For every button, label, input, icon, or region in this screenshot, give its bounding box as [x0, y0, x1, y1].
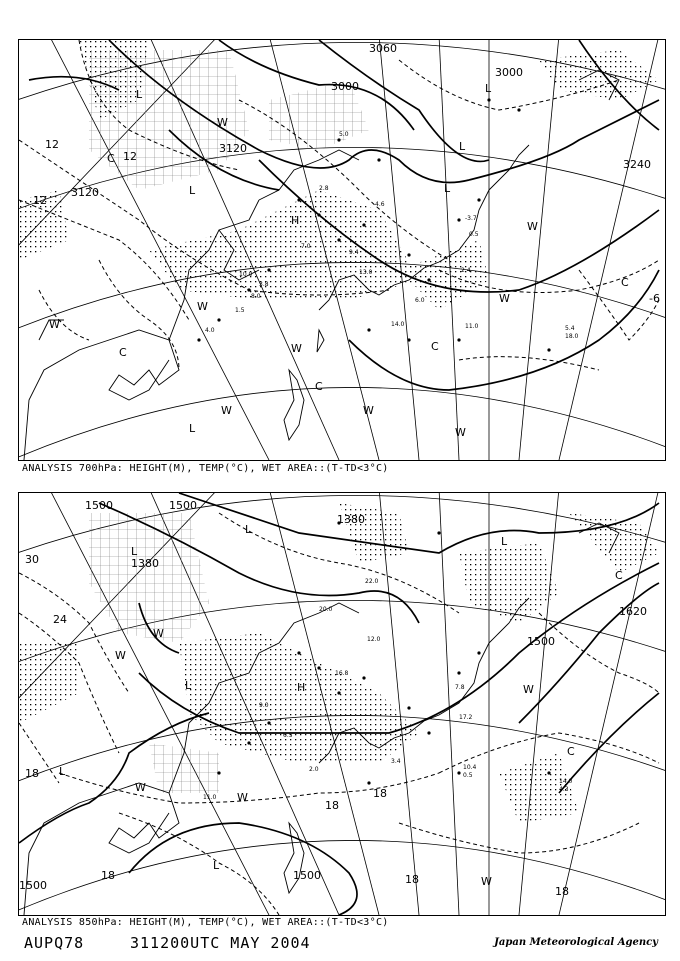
temperature-label: 18	[325, 799, 339, 812]
agency-credit: Japan Meteorological Agency	[494, 937, 658, 948]
svg-text:W: W	[291, 342, 302, 355]
height-label: 3120	[219, 142, 247, 155]
svg-text:L: L	[131, 545, 138, 558]
panel-caption-850hpa: ANALYSIS 850hPa: HEIGHT(M), TEMP(°C), WET AREA::(T-TD<3°C)	[22, 917, 389, 928]
temperature-label: 18	[101, 869, 115, 882]
svg-text:9.0: 9.0	[259, 702, 269, 709]
svg-text:3.4: 3.4	[391, 758, 401, 765]
height-label: 3000	[331, 80, 359, 93]
svg-text:W: W	[217, 116, 228, 129]
svg-text:C: C	[431, 340, 439, 353]
svg-text:W: W	[481, 875, 492, 888]
svg-text:L: L	[501, 535, 508, 548]
temperature-label: 18	[25, 767, 39, 780]
height-label: 1500	[527, 635, 555, 648]
svg-text:5.4: 5.4	[565, 325, 575, 332]
svg-text:C: C	[621, 276, 629, 289]
svg-text:H: H	[297, 681, 306, 694]
temperature-label: 30	[25, 553, 39, 566]
svg-text:3.8: 3.8	[259, 281, 269, 288]
chart-id: AUPQ78	[24, 934, 85, 952]
temperature-label: 12	[33, 194, 47, 207]
svg-text:22.0: 22.0	[365, 578, 379, 585]
svg-text:12.0: 12.0	[367, 636, 381, 643]
issue-time: 311200UTC MAY 2004	[130, 934, 311, 952]
svg-text:W: W	[115, 649, 126, 662]
svg-text:W: W	[363, 404, 374, 417]
svg-text:10.4: 10.4	[463, 764, 477, 771]
svg-text:W: W	[153, 627, 164, 640]
svg-text:20.0: 20.0	[319, 606, 333, 613]
svg-text:2.8: 2.8	[319, 185, 329, 192]
svg-text:6.0: 6.0	[415, 297, 425, 304]
svg-text:C: C	[119, 346, 127, 359]
svg-text:1.5: 1.5	[235, 307, 245, 314]
svg-text:5.0: 5.0	[339, 131, 349, 138]
svg-text:17.2: 17.2	[459, 714, 473, 721]
svg-text:W: W	[237, 791, 248, 804]
svg-text:4.0: 4.0	[205, 327, 215, 334]
svg-text:L: L	[459, 140, 466, 153]
svg-text:7.8: 7.8	[455, 684, 465, 691]
temperature-label: 18	[405, 873, 419, 886]
svg-text:L: L	[189, 422, 196, 435]
svg-text:13.0: 13.0	[359, 269, 373, 276]
svg-text:L: L	[189, 184, 196, 197]
temperature-label: 12	[123, 150, 137, 163]
wet-area	[19, 503, 659, 823]
svg-text:W: W	[49, 318, 60, 331]
svg-text:C: C	[567, 745, 575, 758]
svg-text:C: C	[615, 569, 623, 582]
svg-text:L: L	[485, 82, 492, 95]
svg-text:0.5: 0.5	[469, 231, 479, 238]
map-850hpa-drawing	[19, 493, 665, 915]
height-label: 1380	[337, 513, 365, 526]
svg-text:0.5: 0.5	[463, 772, 473, 779]
svg-text:W: W	[499, 292, 510, 305]
svg-text:C: C	[107, 152, 115, 165]
svg-text:9.4: 9.4	[349, 249, 359, 256]
height-label: 1500	[85, 499, 113, 512]
svg-text:11.0: 11.0	[203, 794, 217, 801]
height-label: 1500	[169, 499, 197, 512]
panel-caption-700hpa: ANALYSIS 700hPa: HEIGHT(M), TEMP(°C), WET AREA::(T-TD<3°C)	[22, 463, 389, 474]
svg-text:7.0: 7.0	[301, 243, 311, 250]
svg-text:6.5: 6.5	[283, 732, 293, 739]
svg-text:4.3: 4.3	[559, 786, 569, 793]
svg-text:L: L	[213, 859, 220, 872]
svg-text:W: W	[135, 781, 146, 794]
svg-text:L: L	[444, 182, 451, 195]
map-panel-700hpa	[18, 39, 666, 461]
svg-text:4.6: 4.6	[375, 201, 385, 208]
temperature-label: 12	[45, 138, 59, 151]
svg-text:11.0: 11.0	[465, 323, 479, 330]
height-label: 3240	[623, 158, 651, 171]
svg-text:W: W	[455, 426, 466, 439]
svg-text:H: H	[291, 214, 300, 227]
height-label: 1500	[293, 869, 321, 882]
svg-text:W: W	[523, 683, 534, 696]
temperature-label: 18	[373, 787, 387, 800]
svg-text:L: L	[59, 765, 66, 778]
height-label: 1620	[619, 605, 647, 618]
temperature-label: -6	[649, 292, 660, 305]
svg-text:L: L	[245, 523, 252, 536]
temperature-label: 24	[53, 613, 67, 626]
map-700hpa-drawing	[19, 40, 665, 460]
svg-text:-3.7: -3.7	[465, 215, 477, 222]
svg-text:14.0: 14.0	[391, 321, 405, 328]
height-label: 3120	[71, 186, 99, 199]
svg-text:8.0: 8.0	[251, 293, 261, 300]
svg-text:10.0: 10.0	[239, 271, 253, 278]
height-label: 1380	[131, 557, 159, 570]
svg-text:2.4: 2.4	[461, 267, 471, 274]
svg-text:W: W	[527, 220, 538, 233]
temperature-label: 18	[555, 885, 569, 898]
svg-text:L: L	[185, 679, 192, 692]
svg-text:18.0: 18.0	[565, 333, 579, 340]
svg-text:W: W	[221, 404, 232, 417]
svg-text:C: C	[315, 380, 323, 393]
svg-text:16.8: 16.8	[335, 670, 349, 677]
svg-text:L: L	[136, 88, 143, 101]
svg-text:W: W	[197, 300, 208, 313]
svg-text:14.0: 14.0	[559, 778, 573, 785]
svg-text:2.0: 2.0	[309, 766, 319, 773]
map-panel-850hpa	[18, 492, 666, 916]
height-label: 3060	[369, 42, 397, 55]
height-label: 1500	[19, 879, 47, 892]
height-label: 3000	[495, 66, 523, 79]
